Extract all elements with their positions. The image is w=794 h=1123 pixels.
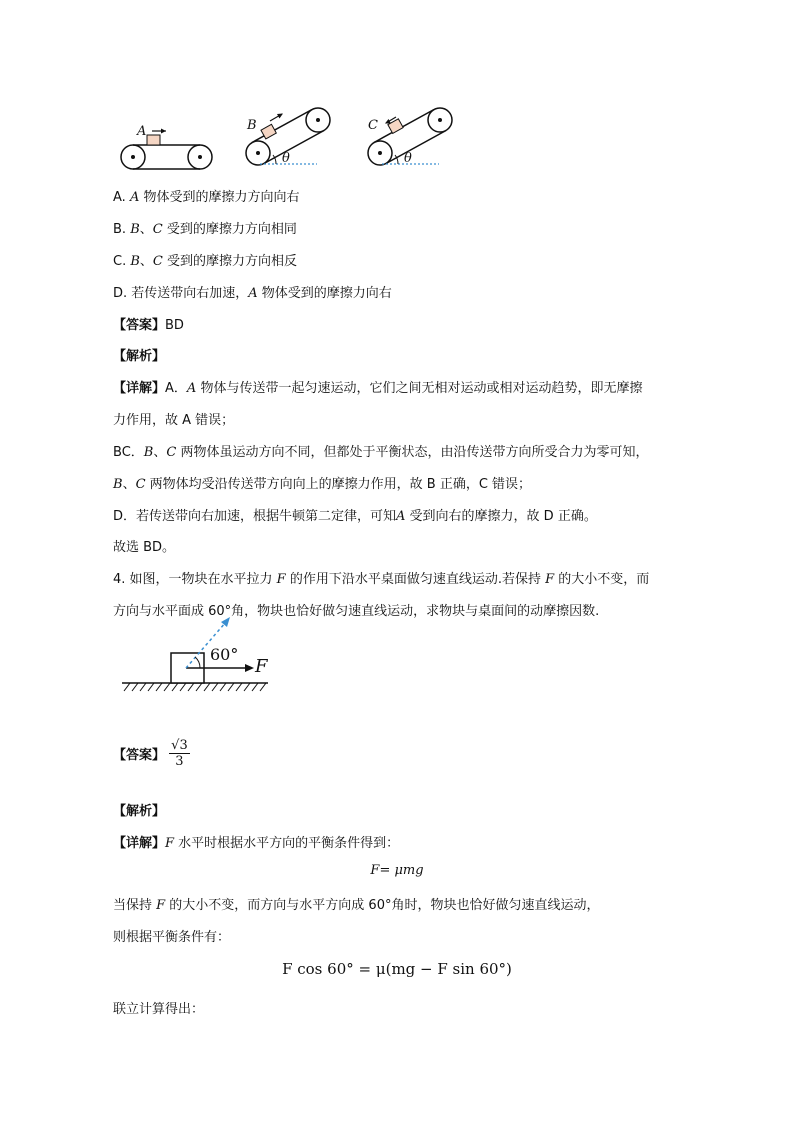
q4-stem-line-2: 方向与水平面成 60°角，物块也恰好做匀速直线运动，求物块与桌面间的动摩擦因数. [113,604,600,619]
q3-answer: 【答案】BD [113,318,184,333]
option-b: B. B、C 受到的摩擦力方向相同 [113,222,297,237]
q4-answer: 【答案】 $\frac{√3}{3}$ [113,738,188,769]
q4-detail-line-1: 【详解】F 水平时根据水平方向的平衡条件得到： [113,836,400,851]
label-a: A [137,124,147,139]
force-label: F [255,656,268,677]
equation-2: F cos 60° = μ(mg − F sin 60°) [282,960,512,978]
q4-detail-line-3: 则根据平衡条件有： [113,930,231,945]
option-c: C. B、C 受到的摩擦力方向相反 [113,254,298,269]
option-a: A. A 物体受到的摩擦力方向向右 [113,190,300,205]
theta-b: θ [282,151,290,166]
q3-analysis-heading: 【解析】 [113,349,166,364]
q3-detail-line-3: BC．B、C 两物体虽运动方向不同，但都处于平衡状态，由沿传送带方向所受合力为零可知， [113,445,649,460]
q3-detail-line-5: D．若传送带向右加速，根据牛顿第二定律，可知A 受到向右的摩擦力，故 D 正确。 [113,509,597,524]
conveyor-figure [110,105,460,170]
q4-detail-line-4: 联立计算得出： [113,1002,205,1017]
label-b: B [247,118,257,133]
answer-fraction: $\frac{√3}{3}$ [171,738,188,769]
equation-1: F= μmg [370,863,424,878]
q4-detail-line-2: 当保持 F 的大小不变，而方向与水平方向成 60°角时，物块也恰好做匀速直线运动， [113,898,600,913]
label-c: C [368,118,378,133]
q4-analysis-heading: 【解析】 [113,804,166,819]
theta-c: θ [404,151,412,166]
belt-a [121,124,212,169]
belt-c [368,108,452,166]
q3-detail-line-6: 故选 BD。 [113,540,176,555]
block-force-figure [118,612,283,692]
q3-detail-line-1: 【详解】A．A 物体与传送带一起匀速运动，它们之间无相对运动或相对运动趋势，即无摩擦 [113,381,643,396]
option-d: D. 若传送带向右加速，A 物体受到的摩擦力向右 [113,286,392,301]
q4-stem-line-1: 4. 如图，一物块在水平拉力 F 的作用下沿水平桌面做匀速直线运动.若保持 F 的大小不变，而 [113,572,650,587]
angle-label: 60° [210,645,239,664]
q3-detail-line-2: 力作用，故 A 错误； [113,413,235,428]
belt-b [246,108,330,166]
q3-detail-line-4: B、C 两物体均受沿传送带方向向上的摩擦力作用，故 B 正确，C 错误； [113,477,532,492]
